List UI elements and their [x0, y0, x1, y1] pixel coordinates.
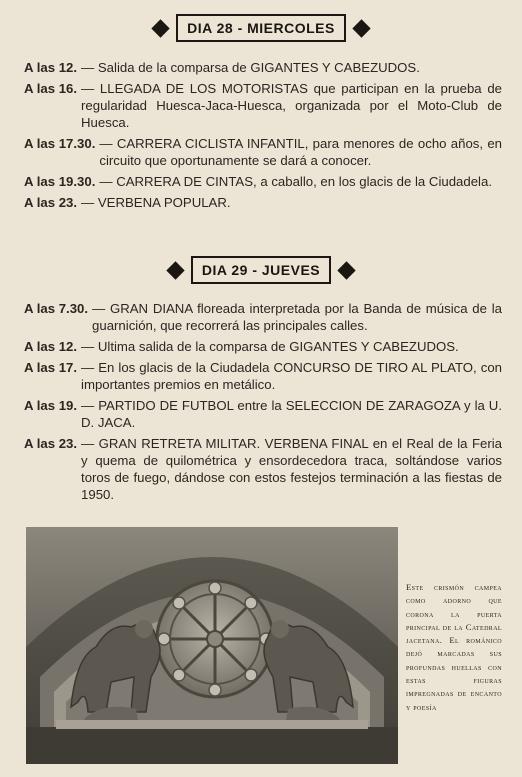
day-title: DIA 29 - JUEVES	[191, 256, 331, 284]
entry-time: A las 23.	[24, 195, 78, 210]
entry-time: A las 19.	[24, 398, 78, 413]
entry-time: A las 23.	[24, 436, 78, 451]
cathedral-tympanum-photo	[26, 527, 398, 764]
entry-time: A las 12.	[24, 60, 78, 75]
entry-time: A las 17.30.	[24, 136, 96, 151]
entry-text: — GRAN DIANA floreada interpretada por la Banda de música de la guarnición, que recorrerá las principales calles.	[92, 301, 502, 333]
entry-time: A las 7.30.	[24, 301, 89, 316]
entry-text: — CARRERA CICLISTA INFANTIL, para menores de ocho años, en circuito que oportunamente se dará a conocer.	[99, 136, 502, 168]
entry-time: A las 19.30.	[24, 174, 96, 189]
program-entry	[24, 59, 502, 76]
program-entry	[24, 397, 502, 431]
program-entry	[24, 173, 502, 190]
entry-text: — PARTIDO DE FUTBOL entre la SELECCION DE ZARAGOZA y la U. D. JACA.	[81, 398, 502, 430]
entry-text: — Ultima salida de la comparsa de GIGANTES Y CABEZUDOS.	[81, 339, 459, 354]
program-entry	[24, 80, 502, 131]
program-day-28	[24, 59, 502, 215]
program-day-29	[24, 300, 502, 507]
entry-text: — Salida de la comparsa de GIGANTES Y CABEZUDOS.	[81, 60, 420, 75]
diamond-right-icon	[337, 261, 355, 279]
diamond-left-icon	[166, 261, 184, 279]
entry-text: — En los glacis de la Ciudadela CONCURSO DE TIRO AL PLATO, con importantes premios en metálico.	[81, 360, 502, 392]
entry-text: — VERBENA POPULAR.	[81, 195, 231, 210]
diamond-left-icon	[151, 19, 169, 37]
day-title: DIA 28 - MIERCOLES	[176, 14, 346, 42]
entry-time: A las 12.	[24, 339, 78, 354]
program-entry	[24, 300, 502, 334]
diamond-right-icon	[352, 19, 370, 37]
program-entry	[24, 338, 502, 355]
entry-text: — GRAN RETRETA MILITAR. VERBENA FINAL en el Real de la Feria y quema de quilométrica y ensordecedora traca, soltándose varios toros de fuego, dándose con estos festejos terminación a las fiestas de 1950.	[81, 436, 502, 502]
photo-caption: Este crismón campea como adorno que corona la puerta principal de la Catedral jacetana. El románico dejó marcadas sus profundas huellas con estas figuras impregnadas de encanto y poesía	[406, 582, 502, 712]
program-entry	[24, 435, 502, 503]
entry-text: — LLEGADA DE LOS MOTORISTAS que participan en la prueba de regularidad Huesca-Jaca-Huesca, organizada por el Moto-Club de Huesca.	[81, 81, 502, 130]
entry-text: — CARRERA DE CINTAS, a caballo, en los glacis de la Ciudadela.	[99, 174, 492, 189]
day-header-29	[0, 253, 522, 287]
entry-time: A las 16.	[24, 81, 78, 96]
entry-time: A las 17.	[24, 360, 78, 375]
program-entry	[24, 194, 502, 211]
program-entry	[24, 135, 502, 169]
day-header-28	[0, 11, 522, 45]
program-entry	[24, 359, 502, 393]
